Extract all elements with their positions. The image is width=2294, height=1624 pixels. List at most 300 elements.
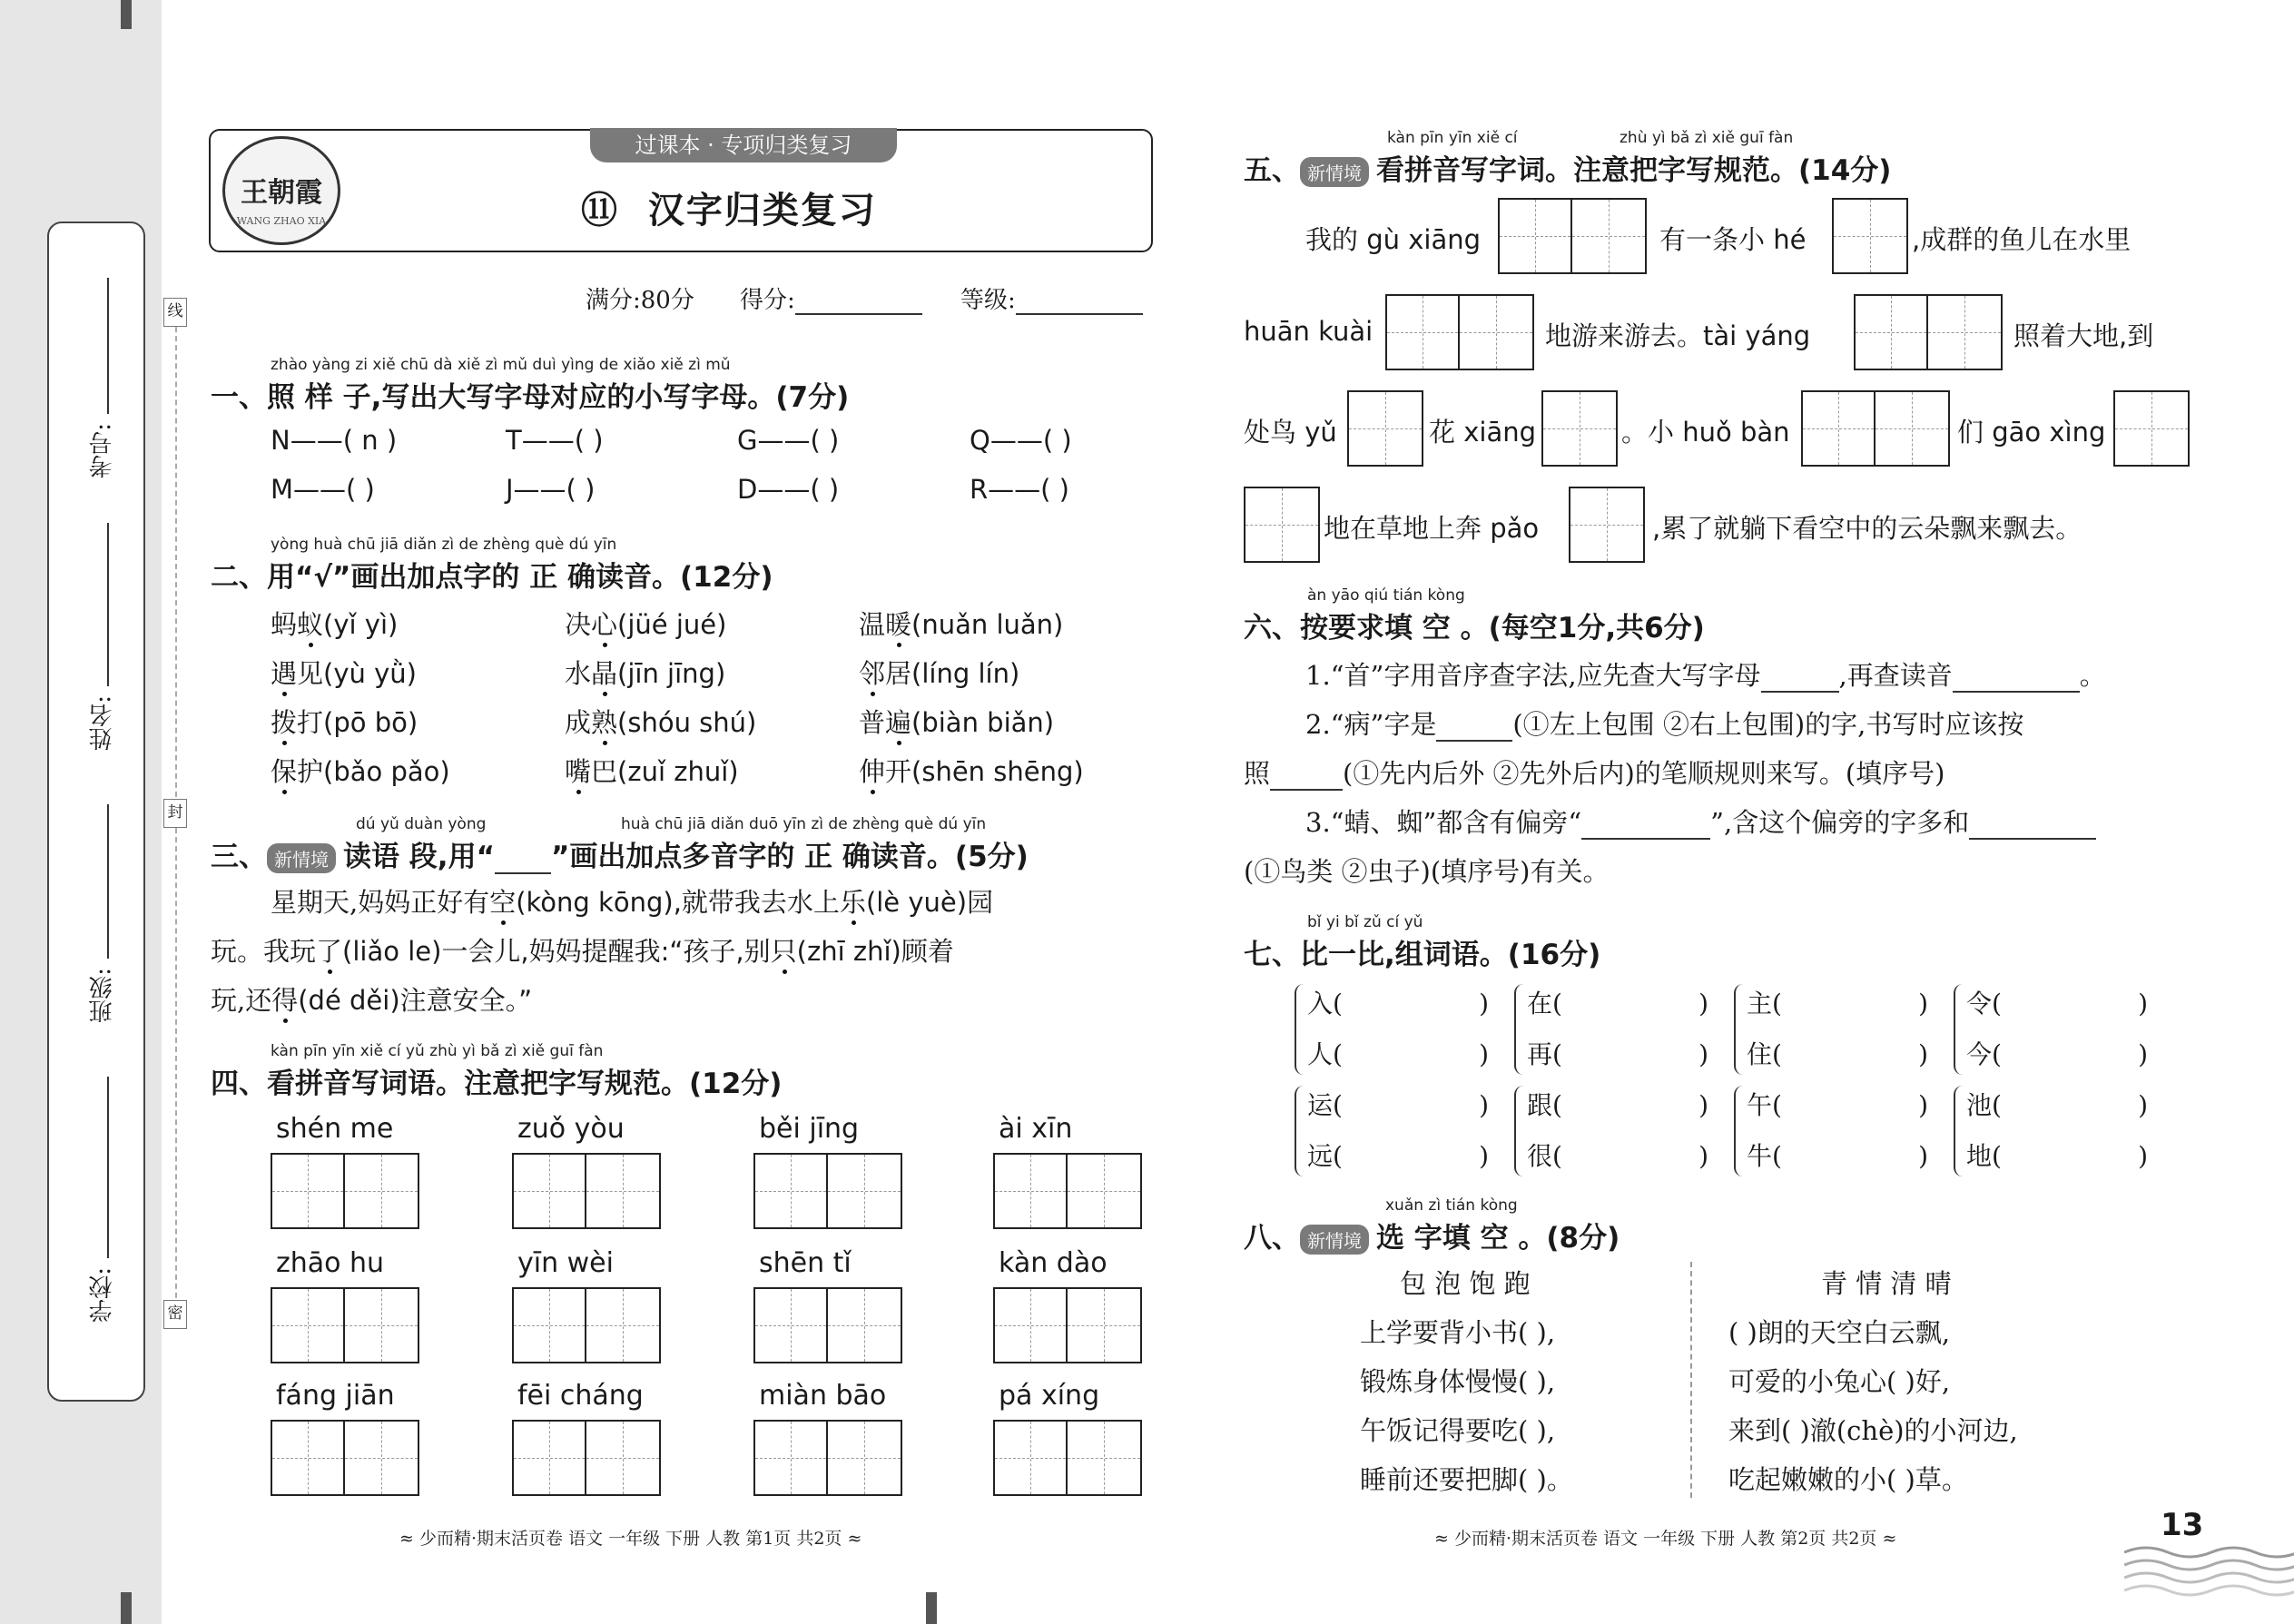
s1-item[interactable]: M——( ) xyxy=(271,474,375,505)
school-field[interactable] xyxy=(107,1077,109,1258)
grid-cell[interactable] xyxy=(1500,200,1572,272)
s2-item[interactable] xyxy=(565,752,739,789)
s2-char: 普 xyxy=(859,707,886,738)
s5-text: 我的 gù xiāng xyxy=(1305,224,1482,255)
s5-write-grid[interactable] xyxy=(1854,294,2003,370)
s6-title: 六、按要求填 空 。(每空1分,共6分) xyxy=(1244,612,1705,645)
grid-cell[interactable] xyxy=(1876,392,1948,465)
s5-text: 地在草地上奔 pǎo xyxy=(1324,513,1540,544)
s5-write-grid[interactable] xyxy=(2113,390,2190,467)
s2-pinyin-options[interactable]: (zuǐ zhuǐ) xyxy=(617,756,739,787)
s7-close: ) xyxy=(1698,1039,1708,1069)
s7-pair[interactable] xyxy=(1307,979,1489,1080)
s2-item[interactable] xyxy=(271,605,398,642)
s2-pinyin-options[interactable]: (pō bō) xyxy=(323,707,418,738)
grade-field xyxy=(960,281,1143,315)
s7-line[interactable] xyxy=(1747,1131,1928,1182)
s7-pair[interactable] xyxy=(1527,979,1708,1080)
s2-dot-char: 遍 xyxy=(885,707,912,738)
s7-char: 再( xyxy=(1527,1039,1562,1069)
s2-dot-char: 遇 xyxy=(271,658,298,689)
s5-write-grid[interactable] xyxy=(1541,390,1618,467)
s7-brace xyxy=(1295,984,1304,1075)
s7-line[interactable] xyxy=(1966,979,2148,1029)
grid-cell[interactable] xyxy=(995,1155,1068,1227)
s3-text: 玩。我玩 xyxy=(211,936,317,967)
s7-brace xyxy=(1954,1086,1963,1176)
s7-line[interactable] xyxy=(1527,1029,1708,1080)
s8-title-text: 选 字填 空 。(8分) xyxy=(1376,1222,1620,1255)
s3-option[interactable]: (lè yuè)园 xyxy=(865,887,994,918)
s7-char: 午( xyxy=(1747,1090,1782,1120)
s7-line[interactable] xyxy=(1527,1131,1708,1182)
s5-write-grid[interactable] xyxy=(1832,198,1908,274)
grid-cell[interactable] xyxy=(1068,1422,1140,1494)
s1-item[interactable]: D——( ) xyxy=(737,474,840,505)
s6-text: 2.“病”字是 xyxy=(1305,709,1437,740)
s5-title-text: 看拼音写字词。注意把字写规范。(14分) xyxy=(1376,154,1892,187)
s6-blank[interactable] xyxy=(1761,665,1839,693)
s2-dot-char: 嘴 xyxy=(565,756,592,787)
s4-write-grid[interactable] xyxy=(753,1420,902,1496)
s7-close: ) xyxy=(1698,1141,1708,1171)
school-label: 学校: xyxy=(89,1267,116,1323)
s1-item[interactable]: T——( ) xyxy=(506,425,604,456)
s8-left-line[interactable]: 午饭记得要吃( ), xyxy=(1360,1415,1556,1446)
grid-cell[interactable] xyxy=(1387,296,1460,369)
s7-line[interactable] xyxy=(1307,1029,1489,1080)
s7-line[interactable] xyxy=(1966,1029,2148,1080)
seal-char-mi: 密 xyxy=(163,1300,187,1329)
s1-item[interactable]: J——( ) xyxy=(506,474,596,505)
s1-item[interactable]: N——( n ) xyxy=(271,425,398,456)
exam-no-field[interactable] xyxy=(107,278,109,414)
grid-cell[interactable] xyxy=(272,1155,345,1227)
page-title xyxy=(581,182,877,233)
s7-brace xyxy=(1734,984,1743,1075)
s2-pinyin-options[interactable]: (líng lín) xyxy=(911,658,1020,689)
s3-pinyin-a: dú yǔ duàn yòng xyxy=(356,815,487,833)
s2-item[interactable] xyxy=(565,654,725,691)
s7-line[interactable] xyxy=(1966,1080,2148,1131)
grid-cell[interactable] xyxy=(828,1289,901,1362)
s7-line[interactable] xyxy=(1307,1131,1489,1182)
s4-word-pinyin: běi jīng xyxy=(759,1113,860,1145)
s1-item[interactable]: G——( ) xyxy=(737,425,840,456)
grid-cell[interactable] xyxy=(1068,1155,1140,1227)
footer-left: ≈ 少而精·期末活页卷 语文 一年级 下册 人教 第1页 共2页 ≈ xyxy=(399,1529,862,1549)
s6-text: 照 xyxy=(1244,758,1271,789)
s7-char: 令( xyxy=(1966,989,2002,1019)
s2-pinyin-options[interactable]: (yù yǜ) xyxy=(323,658,417,689)
s2-item[interactable] xyxy=(565,605,726,642)
s2-dot-char: 晶 xyxy=(591,658,618,689)
s7-close: ) xyxy=(2138,1039,2148,1069)
s4-write-grid[interactable] xyxy=(993,1287,1142,1363)
s2-pinyin: yòng huà chū jiā diǎn zì de zhèng què dú yīn xyxy=(271,536,617,554)
s5-title xyxy=(1244,147,1891,188)
grid-cell[interactable] xyxy=(586,1155,659,1227)
s4-write-grid[interactable] xyxy=(512,1153,661,1229)
s7-brace xyxy=(1514,984,1523,1075)
grid-cell[interactable] xyxy=(755,1155,828,1227)
s7-close: ) xyxy=(1479,1141,1489,1171)
full-score: 满分:80分 xyxy=(586,287,694,314)
s7-line[interactable] xyxy=(1307,979,1489,1029)
s7-pair[interactable] xyxy=(1307,1080,1489,1182)
s7-char: 远( xyxy=(1307,1141,1343,1171)
grade-label: 等级: xyxy=(960,287,1016,314)
grid-cell[interactable] xyxy=(1570,488,1643,561)
s3-pinyin-b: huà chū jiā diǎn duō yīn zì de zhèng què dú yīn xyxy=(621,815,987,833)
s2-dot-char: 保 xyxy=(271,756,298,787)
title-badge: ⑪ xyxy=(581,190,619,231)
s4-word-pinyin: fēi cháng xyxy=(517,1380,644,1412)
s6-blank[interactable] xyxy=(1436,714,1512,742)
s3-option[interactable]: (kòng kōng),就带我去水上 xyxy=(516,887,840,918)
grid-cell[interactable] xyxy=(514,1155,586,1227)
s6-q2-cont xyxy=(1244,753,1945,791)
s2-char: 决 xyxy=(565,609,592,640)
s7-pair[interactable] xyxy=(1966,1080,2148,1182)
s7-close: ) xyxy=(2138,1141,2148,1171)
seal-char-xian: 线 xyxy=(163,298,187,327)
s2-char: 水 xyxy=(565,658,592,689)
grid-cell[interactable] xyxy=(755,1289,828,1362)
s2-pinyin-options[interactable]: (yǐ yì) xyxy=(323,609,399,640)
s7-close: ) xyxy=(1698,1090,1708,1120)
s2-pinyin-options[interactable]: (bǎo pǎo) xyxy=(323,756,450,787)
s7-title: 七、比一比,组词语。(16分) xyxy=(1244,939,1601,971)
s5-write-grid[interactable] xyxy=(1498,198,1647,274)
s2-title: 二、用“√”画出加点字的 正 确读音。(12分) xyxy=(211,561,773,594)
s7-line[interactable] xyxy=(1527,1080,1708,1131)
s7-char: 人( xyxy=(1307,1039,1343,1069)
s5-write-grid[interactable] xyxy=(1569,487,1645,563)
s2-char: 居 xyxy=(885,658,912,689)
grid-cell[interactable] xyxy=(1543,392,1616,465)
s2-dot-char: 暖 xyxy=(885,609,912,640)
s8-left-options: 包 泡 饱 跑 xyxy=(1400,1268,1531,1299)
s7-char: 住( xyxy=(1747,1039,1782,1069)
grid-cell[interactable] xyxy=(995,1289,1068,1362)
s7-close: ) xyxy=(1479,1090,1489,1120)
s6-text: ”,含这个偏旁的字多和 xyxy=(1710,807,1970,838)
s2-char: 见 xyxy=(297,658,324,689)
s6-text: (①左上包围 ②右上包围)的字,书写时应该按 xyxy=(1512,709,2024,740)
s5-text: 们 gāo xìng xyxy=(1957,417,2106,448)
s3-option[interactable]: (zhī zhǐ)顾着 xyxy=(796,936,954,967)
s8-right-line[interactable]: 吃起嫩嫩的小( )草。 xyxy=(1728,1464,1968,1495)
s7-close: ) xyxy=(1479,989,1489,1019)
s2-dot-char: 心 xyxy=(591,609,618,640)
header-tab: 过课本 · 专项归类复习 xyxy=(590,128,897,162)
grid-cell[interactable] xyxy=(828,1422,901,1494)
s5-write-grid[interactable] xyxy=(1385,294,1534,370)
s5-pinyin-a: kàn pīn yīn xiě cí xyxy=(1387,129,1518,147)
s8-right-line[interactable]: ( )朗的天空白云飘, xyxy=(1728,1317,1951,1348)
s2-pinyin-options[interactable]: (shóu shú) xyxy=(617,707,757,738)
seal-char-feng: 封 xyxy=(163,799,187,828)
s2-item[interactable] xyxy=(271,703,418,740)
grid-cell[interactable] xyxy=(1834,200,1906,272)
s6-text: ,再查读音 xyxy=(1838,660,1953,691)
logo-subtext: WANG ZHAO XIA xyxy=(236,215,327,227)
s2-char: 温 xyxy=(859,609,886,640)
s5-text: ,累了就躺下看空中的云朵飘来飘去。 xyxy=(1652,513,2082,544)
s4-word-pinyin: zhāo hu xyxy=(276,1247,385,1279)
s4-word-pinyin: ài xīn xyxy=(999,1113,1073,1145)
grid-cell[interactable] xyxy=(345,1289,418,1362)
s7-line[interactable] xyxy=(1747,1029,1928,1080)
s5-text: ,成群的鱼儿在水里 xyxy=(1912,224,2132,255)
s2-dot-char: 伸 xyxy=(859,756,886,787)
grid-cell[interactable] xyxy=(1928,296,2001,369)
s2-item[interactable] xyxy=(859,752,1084,789)
s5-text: 地游来游去。tài yáng xyxy=(1545,320,1811,351)
s4-write-grid[interactable] xyxy=(271,1420,419,1496)
s2-item[interactable] xyxy=(271,654,417,691)
page-number: 13 xyxy=(2161,1507,2204,1543)
s7-pair[interactable] xyxy=(1747,979,1928,1080)
s3-line2 xyxy=(211,931,954,969)
s2-dot-char: 熟 xyxy=(591,707,618,738)
s7-char: 跟( xyxy=(1527,1090,1562,1120)
s4-write-grid[interactable] xyxy=(753,1287,902,1363)
s5-write-grid[interactable] xyxy=(1244,487,1320,563)
grid-cell[interactable] xyxy=(1349,392,1422,465)
s2-pinyin-options[interactable]: (biàn biǎn) xyxy=(911,707,1055,738)
s8-left-line[interactable]: 上学要背小书( ), xyxy=(1360,1317,1556,1348)
footer-right: ≈ 少而精·期末活页卷 语文 一年级 下册 人教 第2页 共2页 ≈ xyxy=(1434,1529,1897,1549)
s2-char: 巴 xyxy=(591,756,618,787)
s7-brace xyxy=(1734,1086,1743,1176)
s2-item[interactable] xyxy=(859,703,1054,740)
s2-dot-char: 蚁 xyxy=(297,609,324,640)
grid-cell[interactable] xyxy=(2115,392,2188,465)
s4-title: 四、看拼音写词语。注意把字写规范。(12分) xyxy=(211,1068,783,1100)
grid-cell[interactable] xyxy=(755,1422,828,1494)
s7-char: 池( xyxy=(1966,1090,2002,1120)
grid-cell[interactable] xyxy=(586,1422,659,1494)
class-field[interactable] xyxy=(107,804,109,959)
s6-text: 。 xyxy=(2079,660,2106,691)
grid-cell[interactable] xyxy=(1856,296,1928,369)
s4-write-grid[interactable] xyxy=(993,1420,1142,1496)
s6-blank[interactable] xyxy=(1953,665,2080,693)
s2-dot-char: 邻 xyxy=(859,658,886,689)
s8-right-line[interactable]: 来到( )澈(chè)的小河边, xyxy=(1728,1415,2018,1446)
s4-word-pinyin: fáng jiān xyxy=(276,1380,395,1412)
s4-write-grid[interactable] xyxy=(512,1287,661,1363)
s2-pinyin-options[interactable]: (nuǎn luǎn) xyxy=(911,609,1064,640)
s5-text: 处鸟 yǔ xyxy=(1244,417,1337,448)
s6-blank[interactable] xyxy=(1581,812,1710,840)
grid-cell[interactable] xyxy=(995,1422,1068,1494)
s2-item[interactable] xyxy=(271,752,450,789)
s7-line[interactable] xyxy=(1527,979,1708,1029)
s1-pinyin: zhào yàng zi xiě chū dà xiě zì mǔ duì yìng de xiǎo xiě zì mǔ xyxy=(271,356,731,374)
s6-q2 xyxy=(1305,704,2023,742)
s2-char: 蚂 xyxy=(271,609,298,640)
s6-text: (①先内后外 ②先外后内)的笔顺规则来写。(填序号) xyxy=(1343,758,1945,789)
s3-text: 玩,还 xyxy=(211,985,272,1016)
class-label: 班级: xyxy=(89,968,116,1023)
s5-write-grid[interactable] xyxy=(1347,390,1423,467)
grid-cell[interactable] xyxy=(1460,296,1532,369)
grid-cell[interactable] xyxy=(272,1289,345,1362)
score-label: 得分: xyxy=(740,287,795,314)
s7-brace xyxy=(1295,1086,1304,1176)
s7-line[interactable] xyxy=(1747,1080,1928,1131)
grid-cell[interactable] xyxy=(514,1422,586,1494)
s3-title-b: ”画出加点多音字的 正 确读音。(5分) xyxy=(550,841,1029,873)
s7-close: ) xyxy=(1698,989,1708,1019)
grid-cell[interactable] xyxy=(345,1155,418,1227)
s4-word-pinyin: shén me xyxy=(276,1113,394,1145)
s5-text: 花 xiāng xyxy=(1429,417,1536,448)
s4-word-pinyin: miàn bāo xyxy=(759,1380,887,1412)
top-mark xyxy=(121,0,132,29)
s3-option[interactable]: (dé děi)注意安全。” xyxy=(298,985,533,1016)
s7-close: ) xyxy=(1918,1039,1928,1069)
brand-logo xyxy=(222,136,340,245)
s5-num: 五、 xyxy=(1244,154,1300,187)
s7-char: 主( xyxy=(1747,989,1782,1019)
s7-pair[interactable] xyxy=(1966,979,2148,1080)
grid-cell[interactable] xyxy=(586,1289,659,1362)
s3-dot-char: 乐 xyxy=(839,887,866,918)
grid-cell[interactable] xyxy=(272,1422,345,1494)
s6-pinyin: àn yāo qiú tián kòng xyxy=(1307,586,1465,605)
s3-title-a: 读语 段,用“ xyxy=(343,841,495,873)
s4-pinyin: kàn pīn yīn xiě cí yǔ zhù yì bǎ zì xiě guī fàn xyxy=(271,1042,604,1060)
s7-char: 牛( xyxy=(1747,1141,1782,1171)
s2-pinyin-options[interactable]: (jüé jué) xyxy=(617,609,727,640)
s6-q3-cont: (①鸟类 ②虫子)(填序号)有关。 xyxy=(1244,856,1610,887)
name-field[interactable] xyxy=(107,523,109,686)
s4-word-pinyin: kàn dào xyxy=(999,1247,1108,1279)
s2-char: 成 xyxy=(565,707,592,738)
s3-text: 星期天,妈妈正好有 xyxy=(271,887,490,918)
grid-cell[interactable] xyxy=(1803,392,1876,465)
s7-char: 很( xyxy=(1527,1141,1562,1171)
s2-dot-char: 拨 xyxy=(271,707,298,738)
s2-pinyin-options[interactable]: (jīn jīng) xyxy=(617,658,726,689)
s7-char: 在( xyxy=(1527,989,1562,1019)
s6-text: 1.“首”字用音序查字法,应先查大写字母 xyxy=(1305,660,1761,691)
s5-text: huān kuài xyxy=(1244,316,1373,347)
s2-item[interactable] xyxy=(859,605,1063,642)
s5-tag: 新情境 xyxy=(1300,157,1369,187)
grid-cell[interactable] xyxy=(1572,200,1645,272)
s4-write-grid[interactable] xyxy=(512,1420,661,1496)
grade-blank[interactable] xyxy=(1016,313,1143,315)
s3-dot-char: 空 xyxy=(489,887,517,918)
s4-word-pinyin: shēn tǐ xyxy=(759,1247,852,1279)
s3-num: 三、 xyxy=(211,841,267,873)
s2-item[interactable] xyxy=(859,654,1019,691)
s4-write-grid[interactable] xyxy=(271,1287,419,1363)
s8-right-options: 青 情 清 晴 xyxy=(1821,1268,1952,1299)
grid-cell[interactable] xyxy=(1245,488,1318,561)
s5-write-grid[interactable] xyxy=(1801,390,1950,467)
s5-text: 。小 huǒ bàn xyxy=(1621,417,1790,448)
s3-dot-char: 只 xyxy=(770,936,797,967)
s4-write-grid[interactable] xyxy=(753,1153,902,1229)
s1-item[interactable]: Q——( ) xyxy=(970,425,1072,456)
title-text: 汉字归类复习 xyxy=(647,190,877,231)
s4-write-grid[interactable] xyxy=(993,1153,1142,1229)
s7-line[interactable] xyxy=(1966,1131,2148,1182)
grid-cell[interactable] xyxy=(828,1155,901,1227)
s7-close: ) xyxy=(1918,1141,1928,1171)
s2-char: 护 xyxy=(297,756,324,787)
s6-blank[interactable] xyxy=(1270,763,1343,791)
s5-text: 照着大地,到 xyxy=(2013,320,2154,351)
s8-left-line[interactable]: 睡前还要把脚( )。 xyxy=(1360,1464,1573,1495)
center-mark xyxy=(926,1592,937,1624)
s3-title xyxy=(211,833,1029,874)
s2-pinyin-options[interactable]: (shēn shēng) xyxy=(911,756,1084,787)
s8-right-line[interactable]: 可爱的小兔心( )好, xyxy=(1728,1366,1951,1397)
s7-brace xyxy=(1514,1086,1523,1176)
s2-item[interactable] xyxy=(565,703,756,740)
s4-write-grid[interactable] xyxy=(271,1153,419,1229)
s7-line[interactable] xyxy=(1307,1080,1489,1131)
s3-option[interactable]: (liǎo le)一会儿,妈妈提醒我:“孩子,别 xyxy=(342,936,771,967)
s7-pair[interactable] xyxy=(1747,1080,1928,1182)
s7-close: ) xyxy=(2138,989,2148,1019)
s3-dot-char: 了 xyxy=(316,936,343,967)
s8-pinyin: xuǎn zì tián kòng xyxy=(1385,1196,1518,1215)
s7-char: 地( xyxy=(1966,1141,2002,1171)
logo-text: 王朝霞 xyxy=(241,177,322,209)
s4-word-pinyin: zuǒ yòu xyxy=(517,1113,625,1145)
name-label: 姓名: xyxy=(89,695,116,751)
s2-char: 开 xyxy=(885,756,912,787)
s8-left-line[interactable]: 锻炼身体慢慢( ), xyxy=(1360,1366,1556,1397)
s2-char: 打 xyxy=(297,707,324,738)
wave-decoration xyxy=(2124,1543,2294,1598)
s7-close: ) xyxy=(1918,989,1928,1019)
s3-line3 xyxy=(211,980,532,1018)
s7-line[interactable] xyxy=(1747,979,1928,1029)
s4-word-pinyin: pá xíng xyxy=(999,1380,1100,1412)
grid-cell[interactable] xyxy=(345,1422,418,1494)
s7-brace xyxy=(1954,984,1963,1075)
s7-char: 运( xyxy=(1307,1090,1343,1120)
s6-blank[interactable] xyxy=(1969,812,2096,840)
s1-item[interactable]: R——( ) xyxy=(970,474,1069,505)
s1-title: 一、照 样 子,写出大写字母对应的小写字母。(7分) xyxy=(211,381,850,414)
s8-title xyxy=(1244,1215,1620,1255)
bottom-mark xyxy=(121,1592,132,1624)
grid-cell[interactable] xyxy=(1068,1289,1140,1362)
s7-pair[interactable] xyxy=(1527,1080,1708,1182)
score-blank[interactable] xyxy=(795,313,922,315)
s3-tag: 新情境 xyxy=(267,843,336,873)
exam-no-label: 考号: xyxy=(89,423,116,478)
s4-word-pinyin: yīn wèi xyxy=(517,1247,614,1279)
grid-cell[interactable] xyxy=(514,1289,586,1362)
s5-text: 有一条小 hé xyxy=(1659,224,1807,255)
s6-q3 xyxy=(1305,802,2096,840)
s7-close: ) xyxy=(2138,1090,2148,1120)
s8-num: 八、 xyxy=(1244,1222,1300,1255)
s8-tag: 新情境 xyxy=(1300,1225,1369,1255)
s3-line1 xyxy=(271,882,993,920)
